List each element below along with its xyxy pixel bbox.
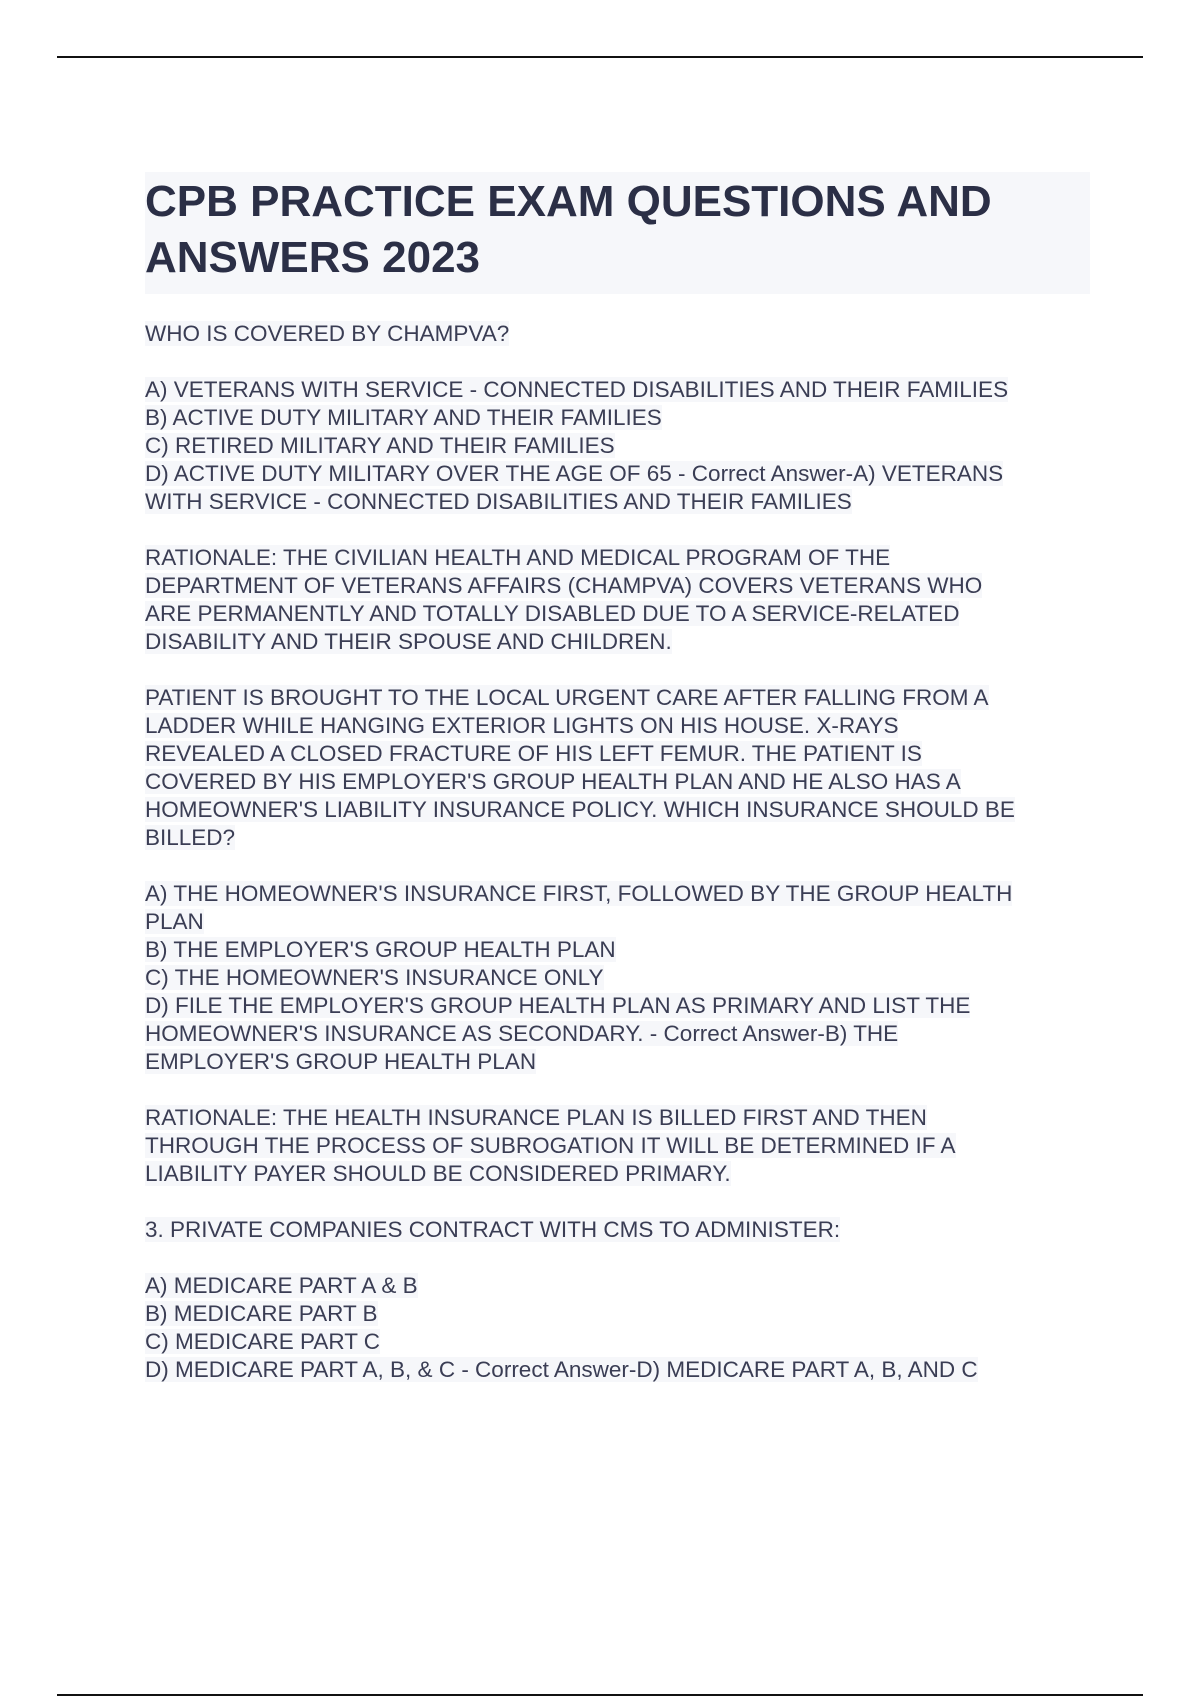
text-line-content: EMPLOYER'S GROUP HEALTH PLAN: [145, 1049, 537, 1074]
text-line-content: LIABILITY PAYER SHOULD BE CONSIDERED PRIMARY.: [145, 1161, 731, 1186]
text-line: [145, 824, 1090, 852]
text-line-content: DISABILITY AND THEIR SPOUSE AND CHILDREN.: [145, 629, 672, 654]
text-line: [145, 488, 1090, 516]
text-line-content: D) ACTIVE DUTY MILITARY OVER THE AGE OF 65 - Correct Answer-A) VETERANS: [145, 461, 1004, 486]
text-line: [145, 740, 1090, 768]
text-line: [145, 1272, 1090, 1300]
text-line-content: WHO IS COVERED BY CHAMPVA?: [145, 321, 510, 346]
text-line-content: DEPARTMENT OF VETERANS AFFAIRS (CHAMPVA) COVERS VETERANS WHO: [145, 573, 983, 598]
text-line-content: ARE PERMANENTLY AND TOTALLY DISABLED DUE TO A SERVICE-RELATED: [145, 601, 960, 626]
text-line: [145, 544, 1090, 572]
text-line-content: C) THE HOMEOWNER'S INSURANCE ONLY: [145, 965, 604, 990]
text-line: [145, 1160, 1090, 1188]
text-line-content: B) MEDICARE PART B: [145, 1301, 378, 1326]
text-line: [145, 600, 1090, 628]
paragraph: [145, 376, 1090, 516]
text-line: [145, 1300, 1090, 1328]
text-line-content: B) ACTIVE DUTY MILITARY AND THEIR FAMILIES: [145, 405, 662, 430]
text-line: [145, 992, 1090, 1020]
text-line-content: HOMEOWNER'S INSURANCE AS SECONDARY. - Correct Answer-B) THE: [145, 1021, 899, 1046]
text-line-content: C) RETIRED MILITARY AND THEIR FAMILIES: [145, 433, 615, 458]
text-line-content: BILLED?: [145, 825, 236, 850]
text-line: [145, 684, 1090, 712]
text-line-content: PATIENT IS BROUGHT TO THE LOCAL URGENT CARE AFTER FALLING FROM A: [145, 685, 989, 710]
text-line-content: THROUGH THE PROCESS OF SUBROGATION IT WILL BE DETERMINED IF A: [145, 1133, 956, 1158]
text-line: [145, 1020, 1090, 1048]
text-line: [145, 572, 1090, 600]
text-line-content: REVEALED A CLOSED FRACTURE OF HIS LEFT FEMUR. THE PATIENT IS: [145, 741, 922, 766]
document-body: [145, 172, 1090, 1412]
text-line: [145, 1356, 1090, 1384]
text-line-content: A) VETERANS WITH SERVICE - CONNECTED DISABILITIES AND THEIR FAMILIES: [145, 377, 1009, 402]
text-line: [145, 432, 1090, 460]
text-line: [145, 1328, 1090, 1356]
text-line-content: C) MEDICARE PART C: [145, 1329, 381, 1354]
paragraph: [145, 1104, 1090, 1188]
text-line: [145, 796, 1090, 824]
text-line: [145, 404, 1090, 432]
text-line: [145, 460, 1090, 488]
text-line: [145, 768, 1090, 796]
text-line: [145, 1216, 1090, 1244]
text-line-content: A) MEDICARE PART A & B: [145, 1273, 418, 1298]
paragraph: [145, 684, 1090, 852]
text-line-content: A) THE HOMEOWNER'S INSURANCE FIRST, FOLLOWED BY THE GROUP HEALTH: [145, 881, 1013, 906]
text-line-content: PLAN: [145, 909, 204, 934]
paragraph: [145, 1272, 1090, 1384]
text-line: [145, 628, 1090, 656]
paragraph-list: [145, 320, 1090, 1384]
text-line-content: D) FILE THE EMPLOYER'S GROUP HEALTH PLAN AS PRIMARY AND LIST THE: [145, 993, 971, 1018]
text-line: [145, 936, 1090, 964]
paragraph: [145, 1216, 1090, 1244]
paragraph: [145, 320, 1090, 348]
text-line: [145, 964, 1090, 992]
footer-rule: [57, 1694, 1143, 1696]
text-line-content: 3. PRIVATE COMPANIES CONTRACT WITH CMS TO ADMINISTER:: [145, 1217, 841, 1242]
text-line: [145, 712, 1090, 740]
text-line-content: RATIONALE: THE CIVILIAN HEALTH AND MEDICAL PROGRAM OF THE: [145, 545, 891, 570]
text-line: [145, 320, 1090, 348]
paragraph: [145, 544, 1090, 656]
page-title: CPB PRACTICE EXAM QUESTIONS AND ANSWERS 2023: [145, 177, 992, 282]
paragraph: [145, 880, 1090, 1076]
title-block: [145, 172, 1090, 294]
header-rule: [57, 56, 1143, 58]
text-line: [145, 908, 1090, 936]
text-line-content: COVERED BY HIS EMPLOYER'S GROUP HEALTH PLAN AND HE ALSO HAS A: [145, 769, 961, 794]
text-line-content: WITH SERVICE - CONNECTED DISABILITIES AND THEIR FAMILIES: [145, 489, 852, 514]
text-line-content: LADDER WHILE HANGING EXTERIOR LIGHTS ON HIS HOUSE. X-RAYS: [145, 713, 899, 738]
text-line-content: RATIONALE: THE HEALTH INSURANCE PLAN IS BILLED FIRST AND THEN: [145, 1105, 927, 1130]
text-line: [145, 376, 1090, 404]
text-line: [145, 1104, 1090, 1132]
text-line: [145, 880, 1090, 908]
text-line-content: HOMEOWNER'S LIABILITY INSURANCE POLICY. WHICH INSURANCE SHOULD BE: [145, 797, 1015, 822]
text-line: [145, 1048, 1090, 1076]
text-line-content: D) MEDICARE PART A, B, & C - Correct Answer-D) MEDICARE PART A, B, AND C: [145, 1357, 978, 1382]
text-line-content: B) THE EMPLOYER'S GROUP HEALTH PLAN: [145, 937, 616, 962]
text-line: [145, 1132, 1090, 1160]
